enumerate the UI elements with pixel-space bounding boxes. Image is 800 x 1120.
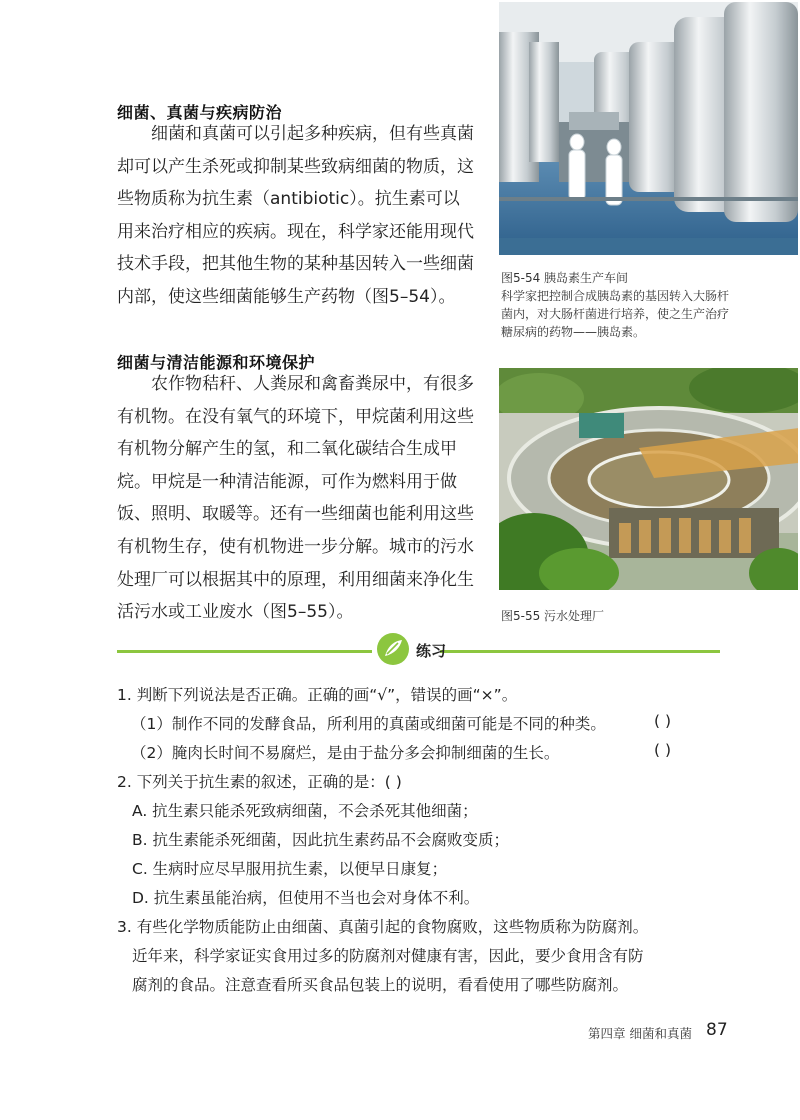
exercise-item-3-line3: 腐剂的食品。注意查看所买食品包装上的说明，看看使用了哪些防腐剂。 bbox=[132, 976, 629, 994]
exercise-item-3-line2: 近年来，科学家证实食用过多的防腐剂对健康有害，因此，要少食用含有防 bbox=[132, 947, 644, 965]
option-d: D. 抗生素虽能治病，但使用不当也会对身体不利。 bbox=[132, 889, 480, 907]
exercise-item-3: 3. 有些化学物质能防止由细菌、真菌引起的食物腐败，这些物质称为防腐剂。 bbox=[117, 918, 649, 936]
pencil-leaf-icon bbox=[376, 632, 410, 666]
answer-paren-1-1: ( ) bbox=[654, 712, 672, 730]
option-b: B. 抗生素能杀死细菌，因此抗生素药品不会腐败变质； bbox=[132, 831, 509, 849]
option-c: C. 生病时应尽早服用抗生素，以便早日康复； bbox=[132, 860, 448, 878]
paragraph-clean-energy: 农作物秸秆、人粪尿和禽畜粪尿中，有很多有机物。在没有氧气的环境下，甲烷菌利用这些有机物分解产生的氢，和二氧化碳结合生成甲烷。甲烷是一种清洁能源，可作为燃料用于做饭、照明、取暖等。还有一些细菌也能利用这些有机物生存，使有机物进一步分解。城市的污水处理厂可以根据其中的原理，利用细菌来净化生活污水或工业废水（图5–55）。 bbox=[117, 374, 474, 623]
exercise-divider-right bbox=[440, 650, 720, 653]
page-number: 87 bbox=[706, 1020, 728, 1040]
exercise-item-1-2: （2）腌肉长时间不易腐烂，是由于盐分多会抑制细菌的生长。 bbox=[131, 744, 560, 762]
section-heading-energy: 细菌与清洁能源和环境保护 bbox=[117, 353, 316, 372]
sewage-plant-photo bbox=[499, 368, 798, 590]
figure-5-54-title: 图5-54 胰岛素生产车间 bbox=[501, 271, 629, 285]
paragraph-antibiotics: 细菌和真菌可以引起多种疾病，但有些真菌却可以产生杀死或抑制某些致病细菌的物质，这些物质称为抗生素（antibiotic）。抗生素可以用来治疗相应的疾病。现在，科学家还能用现代技术手段，把其他生物的某种基因转入一些细菌内部，使这些细菌能够生产药物（图5–54）。 bbox=[117, 124, 474, 307]
option-a: A. 抗生素只能杀死致病细菌，不会杀死其他细菌； bbox=[132, 802, 478, 820]
chapter-label: 第四章 细菌和真菌 bbox=[588, 1026, 692, 1041]
answer-paren-1-2: ( ) bbox=[654, 741, 672, 759]
exercise-item-1-1: （1）制作不同的发酵食品，所利用的真菌或细菌可能是不同的种类。 bbox=[131, 715, 606, 733]
exercise-divider-left bbox=[117, 650, 372, 653]
section-heading-disease: 细菌、真菌与疾病防治 bbox=[117, 103, 283, 122]
insulin-workshop-photo bbox=[499, 2, 798, 255]
exercise-item-1: 1. 判断下列说法是否正确。正确的画“√”，错误的画“×”。 bbox=[117, 686, 518, 704]
exercise-item-2: 2. 下列关于抗生素的叙述，正确的是：( ) bbox=[117, 773, 402, 791]
figure-5-55-title: 图5-55 污水处理厂 bbox=[501, 609, 605, 623]
figure-5-54-caption: 科学家把控制合成胰岛素的基因转入大肠杆菌内，对大肠杆菌进行培养，使之生产治疗糖尿病的药物——胰岛素。 bbox=[501, 289, 730, 339]
exercise-title: 练习 bbox=[416, 642, 447, 660]
